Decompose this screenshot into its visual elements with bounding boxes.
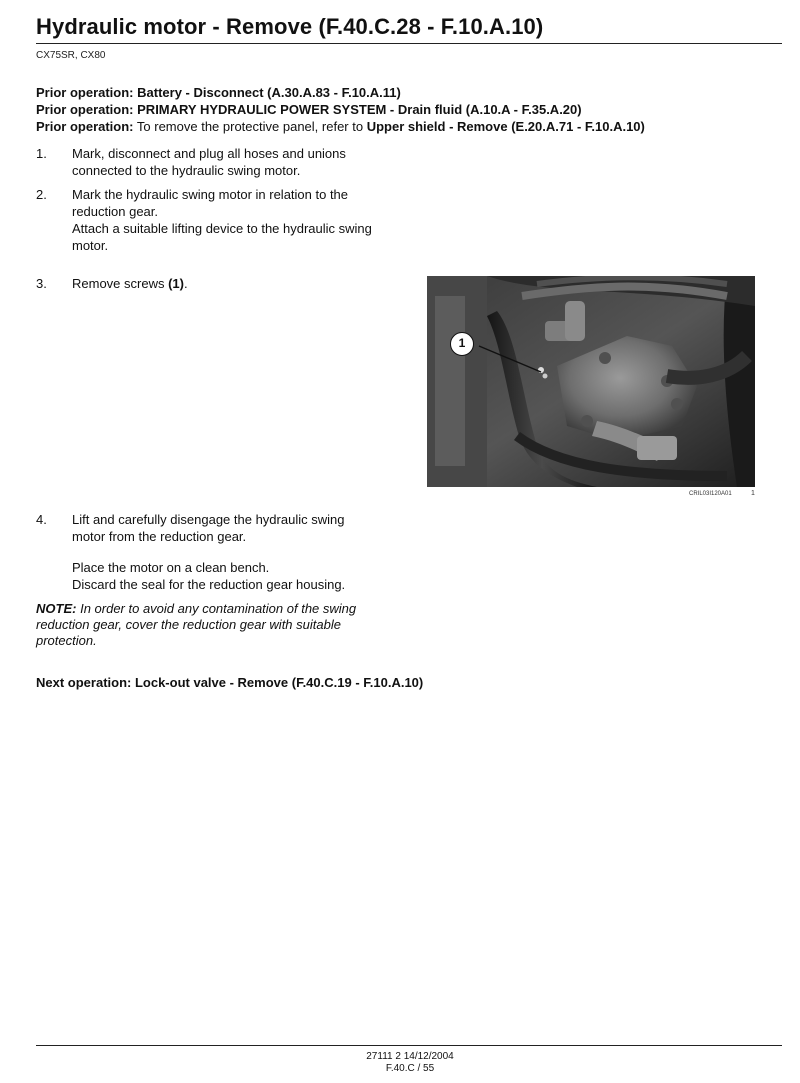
footer-divider — [36, 1045, 782, 1046]
page-footer — [0, 1051, 800, 1075]
step-number: 1. — [36, 146, 47, 161]
footer-publication: 27111 2 14/12/2004 — [366, 1051, 454, 1062]
step-2: 2. Mark the hydraulic swing motor in relation to the reduction gear. Attach a suitable lifting device to the hydraulic swing motor. — [36, 187, 372, 253]
prior-operation-link[interactable]: Battery - Disconnect (A.30.A.83 - F.10.A.11) — [137, 85, 401, 100]
figure-number: 1 — [751, 490, 755, 497]
prior-operation-2: Prior operation: PRIMARY HYDRAULIC POWER SYSTEM - Drain fluid (A.10.A - F.35.A.20) — [36, 102, 582, 117]
next-operation: Next operation: Lock-out valve - Remove (F.40.C.19 - F.10.A.10) — [36, 675, 424, 690]
applicable-models: CX75SR, CX80 — [36, 50, 106, 61]
step-number: 2. — [36, 187, 47, 202]
prior-operation-link[interactable]: Upper shield - Remove (E.20.A.71 - F.10.A.10) — [366, 119, 645, 134]
footer-page-number: F.40.C / 55 — [385, 1063, 435, 1074]
step-number: 4. — [36, 512, 47, 527]
prior-operation-1: Prior operation: Battery - Disconnect (A.30.A.83 - F.10.A.11) — [36, 85, 401, 100]
prior-operation-3: Prior operation: To remove the protective panel, refer to Upper shield - Remove (E.20.A.71 - F.10.A.10) — [36, 119, 645, 134]
callout-marker: 1 — [450, 332, 474, 356]
figure-reference: (1) — [168, 276, 184, 291]
prior-operations — [36, 84, 645, 135]
note: NOTE: In order to avoid any contamination of the swing reduction gear, cover the reduction gear with suitable protection. — [36, 601, 357, 648]
step-4: 4. Lift and carefully disengage the hydraulic swing motor from the reduction gear. Place the motor on a clean bench. Discard the seal for the reduction gear housing. — [36, 512, 346, 592]
prior-operation-link[interactable]: PRIMARY HYDRAULIC POWER SYSTEM - Drain fluid (A.10.A - F.35.A.20) — [137, 102, 582, 117]
page-title: Hydraulic motor - Remove (F.40.C.28 - F.10.A.10) — [36, 14, 544, 39]
step-1: 1. Mark, disconnect and plug all hoses and unions connected to the hydraulic swing motor. — [36, 146, 346, 178]
hydraulic-motor-photo — [427, 276, 755, 487]
step-number: 3. — [36, 276, 47, 291]
note-label: NOTE: — [36, 601, 77, 616]
next-operation-link[interactable]: Lock-out valve - Remove (F.40.C.19 - F.10.A.10) — [134, 675, 424, 690]
step-3: 3. Remove screws (1). — [36, 276, 188, 291]
figure-reference-code: CRIL03I120A01 — [689, 491, 732, 497]
title-divider — [36, 43, 782, 44]
